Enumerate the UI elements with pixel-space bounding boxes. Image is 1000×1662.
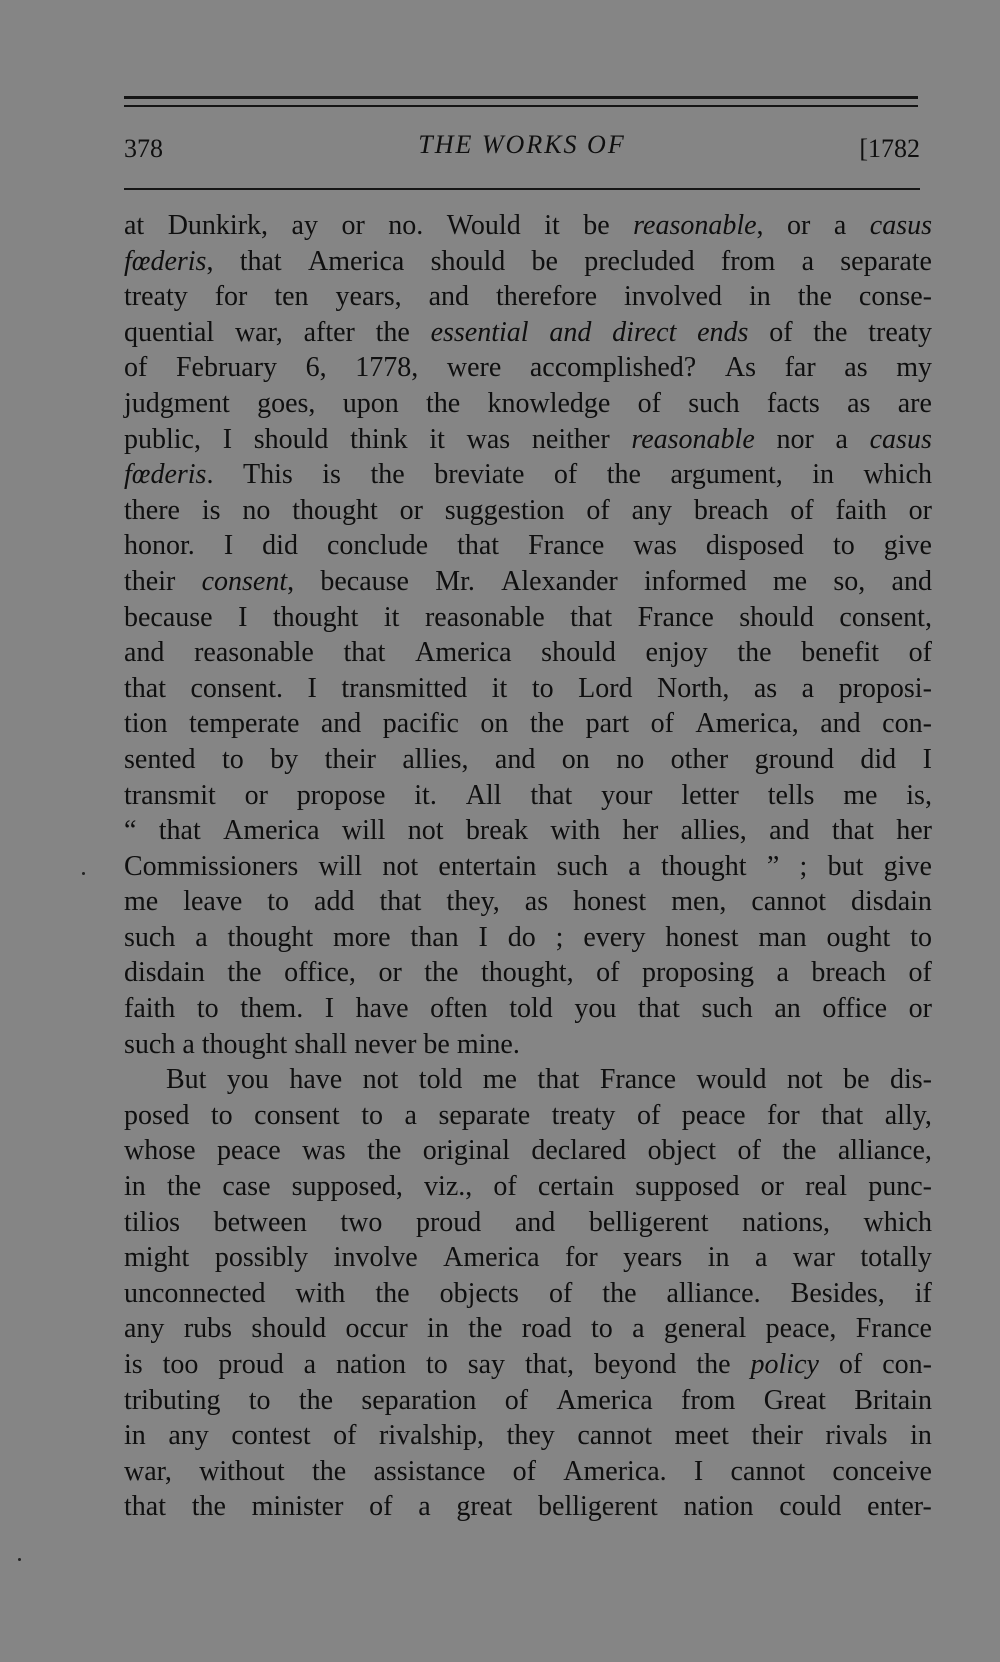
text-line: tilios between two proud and belligerent nations, which [124, 1206, 932, 1238]
text-line: fœderis, that America should be precluded from a separate [124, 245, 932, 277]
text-line: quential war, after the essential and direct ends of the treaty [124, 316, 932, 348]
text-line: But you have not told me that France would not be dis- [166, 1064, 932, 1096]
page-number: 378 [124, 134, 163, 163]
text-line: “ that America will not break with her allies, and that her [124, 815, 932, 847]
text-line: and reasonable that America should enjoy the benefit of [124, 637, 932, 669]
text-line: posed to consent to a separate treaty of peace for that ally, [124, 1099, 932, 1131]
text-line: such a thought shall never be mine. [124, 1028, 520, 1060]
header-rule [124, 188, 920, 190]
text-line: tributing to the separation of America from Great Britain [124, 1384, 932, 1416]
text-line: judgment goes, upon the knowledge of such facts as are [124, 387, 932, 419]
text-line: that consent. I transmitted it to Lord North, as a proposi- [124, 672, 932, 704]
text-line: me leave to add that they, as honest men, cannot disdain [124, 886, 932, 918]
text-line: honor. I did conclude that France was disposed to give [124, 530, 932, 562]
text-line: fœderis. This is the breviate of the argument, in which [124, 459, 932, 491]
top-double-rule-lower [124, 105, 918, 107]
text-line: transmit or propose it. All that your letter tells me is, [124, 779, 932, 811]
text-line: unconnected with the objects of the alliance. Besides, if [124, 1277, 932, 1309]
text-line: public, I should think it was neither reasonable nor a casus [124, 423, 932, 455]
header-year: [1782 [859, 134, 920, 163]
text-line: such a thought more than I do ; every honest man ought to [124, 921, 932, 953]
text-line: might possibly involve America for years in a war totally [124, 1242, 932, 1274]
top-double-rule-upper [124, 96, 918, 99]
text-line: is too proud a nation to say that, beyond the policy of con- [124, 1349, 932, 1380]
text-line: in the case supposed, viz., of certain supposed or real punc- [124, 1171, 932, 1203]
text-line: of February 6, 1778, were accomplished? As far as my [124, 352, 932, 384]
text-line: faith to them. I have often told you that such an office or [124, 993, 932, 1025]
text-line: whose peace was the original declared object of the alliance, [124, 1135, 932, 1167]
margin-speck [18, 1558, 21, 1561]
text-line: treaty for ten years, and therefore involved in the conse- [124, 281, 932, 313]
text-line: there is no thought or suggestion of any breach of faith or [124, 494, 932, 526]
text-line: their consent, because Mr. Alexander informed me so, and [124, 565, 932, 597]
text-line: in any contest of rivalship, they cannot meet their rivals in [124, 1420, 932, 1452]
text-line: tion temperate and pacific on the part of America, and con- [124, 708, 932, 740]
text-line: war, without the assistance of America. I cannot conceive [124, 1455, 932, 1487]
text-line: any rubs should occur in the road to a general peace, France [124, 1313, 932, 1345]
text-line: because I thought it reasonable that France should consent, [124, 601, 932, 633]
text-line: Commissioners will not entertain such a thought ” ; but give [124, 850, 932, 882]
text-line: that the minister of a great belligerent nation could enter- [124, 1491, 932, 1523]
body-text [124, 208, 932, 1525]
text-line: sented to by their allies, and on no other ground did I [124, 743, 932, 775]
text-line: at Dunkirk, ay or no. Would it be reasonable, or a casus [124, 210, 932, 241]
running-header [124, 130, 920, 170]
text-line: disdain the office, or the thought, of proposing a breach of [124, 957, 932, 989]
running-title: THE WORKS OF [418, 130, 626, 159]
margin-speck [82, 872, 85, 875]
